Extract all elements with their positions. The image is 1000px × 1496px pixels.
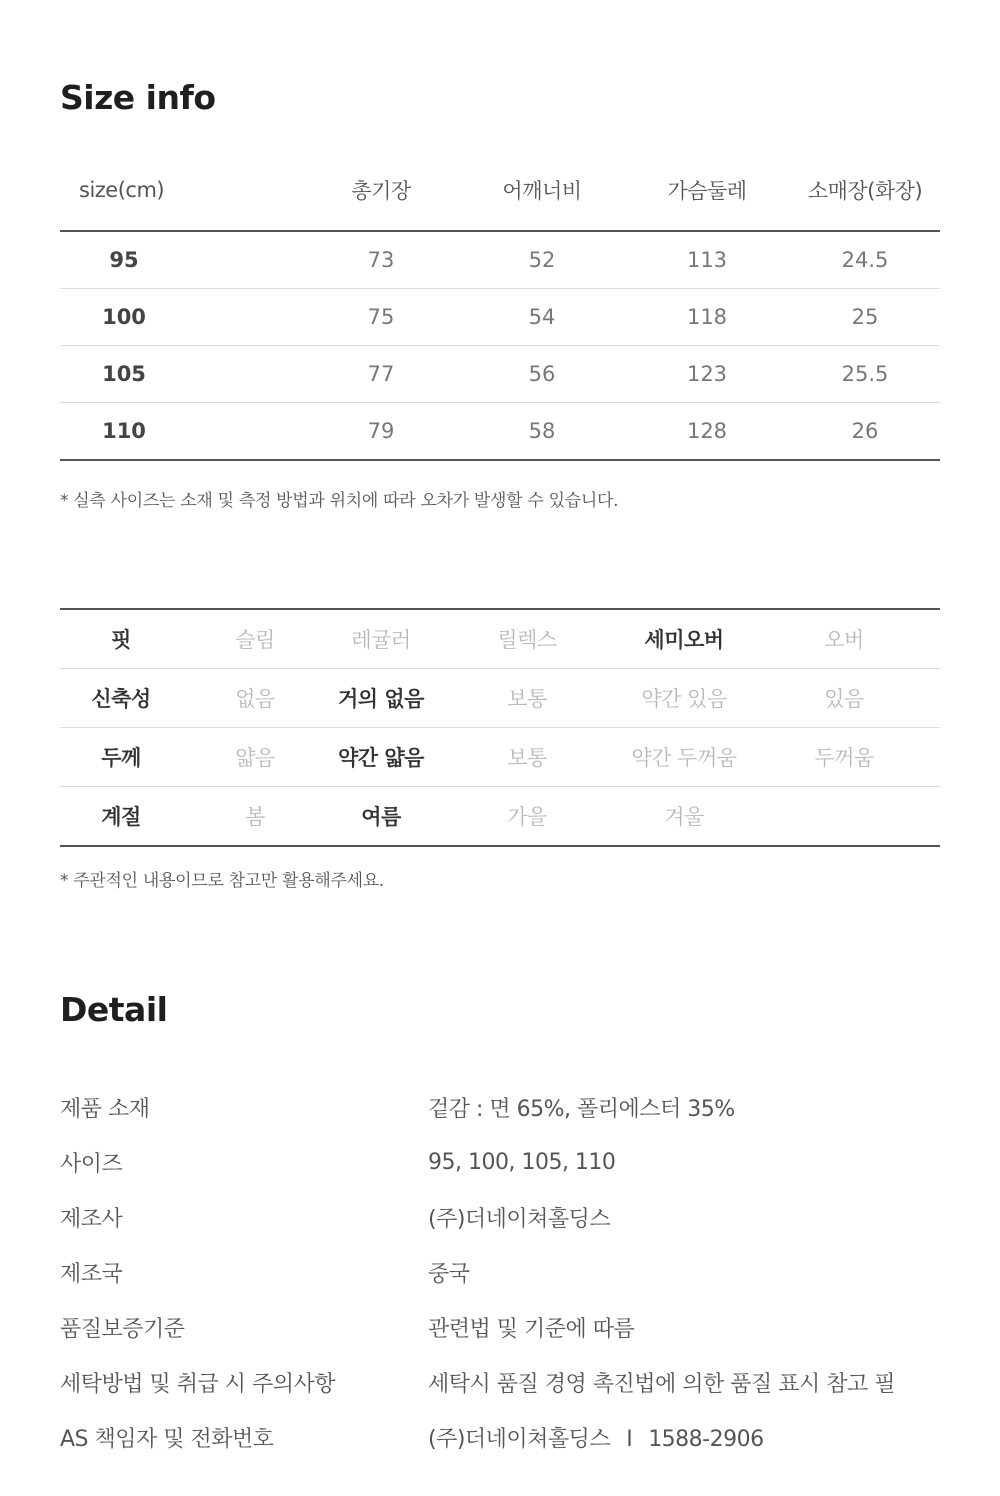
detail-value [428, 1202, 610, 1233]
size-cell: 128 [624, 403, 790, 461]
fit-option: 있음 [748, 669, 940, 728]
spacer-cell [188, 231, 302, 289]
fit-option: 릴렉스 [434, 609, 620, 669]
fit-row [60, 669, 940, 728]
size-cell: 54 [460, 289, 624, 346]
fit-option: 없음 [182, 669, 328, 728]
detail-row [60, 1190, 940, 1245]
fit-option: 약간 얇음 [328, 728, 434, 787]
size-header-cell: 소매장(화장) [790, 150, 940, 231]
size-cell: 52 [460, 231, 624, 289]
detail-phone: 1588-2906 [648, 1427, 764, 1452]
detail-value-text: 중국 [428, 1262, 470, 1287]
size-info-title: Size info [60, 78, 216, 117]
detail-value-text: 겉감 : 면 65%, 폴리에스터 35% [428, 1097, 735, 1122]
size-cell: 100 [60, 289, 188, 346]
detail-label: 세탁방법 및 취급 시 주의사항 [60, 1372, 335, 1397]
size-cell: 123 [624, 346, 790, 403]
size-note: * 실측 사이즈는 소재 및 측정 방법과 위치에 따라 오차가 발생할 수 있습니다. [60, 491, 619, 511]
size-header-cell: 가슴둘레 [624, 150, 790, 231]
size-header-cell: size(cm) [60, 150, 188, 231]
fit-table [60, 608, 940, 847]
size-cell: 113 [624, 231, 790, 289]
fit-option: 겨울 [664, 805, 704, 829]
detail-value [428, 1257, 470, 1288]
size-table [60, 150, 940, 461]
size-header-cell: 총기장 [302, 150, 460, 231]
fit-row [60, 609, 940, 669]
fit-option: 여름 [361, 805, 401, 829]
size-cell: 105 [60, 346, 188, 403]
spacer-cell [188, 346, 302, 403]
size-cell: 75 [302, 289, 460, 346]
size-row [60, 231, 940, 289]
size-cell: 56 [460, 346, 624, 403]
fit-option: 얇음 [182, 728, 328, 787]
detail-list [60, 1080, 940, 1465]
size-header-cell: 어깨너비 [460, 150, 624, 231]
fit-option: 보통 [434, 728, 620, 787]
size-cell: 26 [790, 403, 940, 461]
detail-value [428, 1312, 634, 1343]
fit-option: 오버 [748, 609, 940, 669]
size-cell: 58 [460, 403, 624, 461]
detail-row [60, 1135, 940, 1190]
detail-row [60, 1300, 940, 1355]
size-cell: 79 [302, 403, 460, 461]
size-cell: 95 [60, 231, 188, 289]
detail-label: 제품 소재 [60, 1097, 150, 1122]
fit-row-label: 계절 [101, 805, 141, 829]
detail-label: AS 책임자 및 전화번호 [60, 1427, 274, 1452]
detail-label: 품질보증기준 [60, 1317, 185, 1342]
size-row [60, 403, 940, 461]
detail-title: Detail [60, 990, 168, 1029]
size-cell: 110 [60, 403, 188, 461]
detail-value-text: 95, 100, 105, 110 [428, 1150, 616, 1175]
size-cell: 24.5 [790, 231, 940, 289]
fit-option: 보통 [434, 669, 620, 728]
fit-row-label: 핏 [60, 609, 182, 669]
fit-option [748, 787, 940, 847]
detail-label: 사이즈 [60, 1152, 123, 1177]
size-cell: 25 [790, 289, 940, 346]
detail-value-text: (주)더네이쳐홀딩스 [428, 1207, 611, 1232]
spacer-cell [188, 150, 302, 231]
fit-row-label: 두께 [60, 728, 182, 787]
detail-value [428, 1092, 735, 1123]
size-row [60, 289, 940, 346]
size-cell: 73 [302, 231, 460, 289]
detail-row [60, 1410, 940, 1465]
size-row [60, 346, 940, 403]
fit-option: 두꺼움 [748, 728, 940, 787]
detail-value-text: 세탁시 품질 경영 촉진법에 의한 품질 표시 참고 필 [428, 1372, 895, 1397]
detail-label: 제조국 [60, 1262, 123, 1287]
fit-option: 가을 [507, 805, 547, 829]
detail-value-text: 관련법 및 기준에 따름 [428, 1317, 635, 1342]
size-cell: 118 [624, 289, 790, 346]
detail-label: 제조사 [60, 1207, 123, 1232]
detail-row [60, 1245, 940, 1300]
detail-value-text: (주)더네이쳐홀딩스 [428, 1427, 611, 1452]
detail-value [428, 1150, 615, 1175]
spacer-cell [188, 289, 302, 346]
fit-note: * 주관적인 내용이므로 참고만 활용해주세요. [60, 871, 384, 891]
fit-option: 봄 [245, 805, 265, 829]
fit-row-label: 신축성 [60, 669, 182, 728]
fit-option: 레귤러 [328, 609, 434, 669]
fit-option: 슬림 [182, 609, 328, 669]
detail-row [60, 1080, 940, 1135]
detail-value [428, 1422, 764, 1453]
size-cell: 25.5 [790, 346, 940, 403]
detail-separator: I [626, 1427, 633, 1452]
detail-row [60, 1355, 940, 1410]
fit-option: 세미오버 [620, 609, 748, 669]
fit-option: 거의 없음 [328, 669, 434, 728]
fit-option: 약간 있음 [620, 669, 748, 728]
fit-option: 약간 두꺼움 [620, 728, 748, 787]
spacer-cell [188, 403, 302, 461]
fit-row [60, 787, 940, 847]
size-cell: 77 [302, 346, 460, 403]
fit-row [60, 728, 940, 787]
detail-value [428, 1367, 895, 1398]
size-header-row [60, 150, 940, 231]
